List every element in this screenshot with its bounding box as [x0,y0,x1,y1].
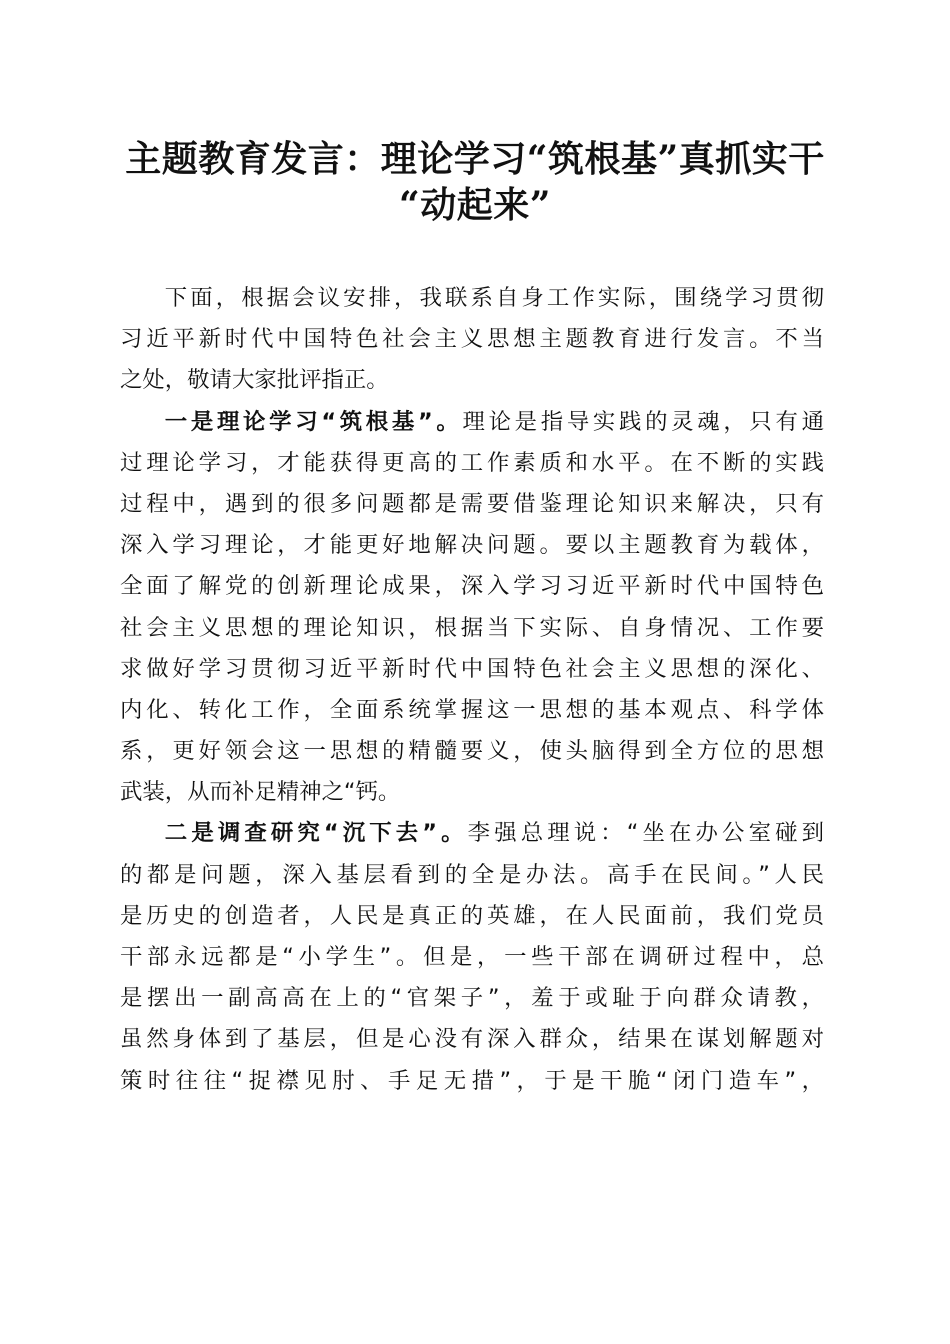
text-line: 干部永远都是“小学生”。但是，一些干部在调研过程中，总 [120,944,824,970]
text-line: 策时往往“捉襟见肘、手足无措”，于是干脆“闭门造车”， [120,1067,824,1094]
section-1-text: 理论是指导实践的灵魂，只有通 [462,408,824,435]
text-line: 虽然身体到了基层，但是心没有深入群众，结果在谋划解题对 [120,1026,824,1053]
text-line [120,813,824,854]
section-1-paragraph [120,402,824,814]
text-line: 武装，从而补足精神之“钙。 [120,779,401,806]
text-line: 的都是问题，深入基层看到的全是办法。高手在民间。”人民 [120,861,824,888]
section-2-text: 李强总理说：“坐在办公室碰到 [467,820,824,847]
text-line: 过程中，遇到的很多问题都是需要借鉴理论知识来解决，只有 [120,490,824,517]
section-1-heading: 一是理论学习“筑根基”。 [164,408,463,435]
text-line: 内化、转化工作，全面系统掌握这一思想的基本观点、科学体 [120,696,824,723]
text-line [120,402,824,443]
text-line: 社会主义思想的理论知识，根据当下实际、自身情况、工作要 [120,614,824,641]
text-line: 之处，敬请大家批评指正。 [120,367,389,394]
title-line-2: “动起来” [399,184,551,226]
text-line: 深入学习理论，才能更好地解决问题。要以主题教育为载体， [120,532,824,559]
text-line: 求做好学习贯彻习近平新时代中国特色社会主义思想的深化、 [120,655,824,682]
text-line: 全面了解党的创新理论成果，深入学习习近平新时代中国特色 [120,573,824,600]
text-line: 习近平新时代中国特色社会主义思想主题教育进行发言。不当 [120,326,824,353]
document-title [100,136,850,228]
section-2-heading: 二是调查研究“沉下去”。 [164,820,468,847]
text-line: 过理论学习，才能获得更高的工作素质和水平。在不断的实践 [120,449,824,476]
title-line-1: 主题教育发言：理论学习“筑根基”真抓实干 [125,138,825,180]
text-line: 系，更好领会这一思想的精髓要义，使头脑得到全方位的思想 [120,738,824,765]
text-line: 是历史的创造者，人民是真正的英雄，在人民面前，我们党员 [120,902,824,929]
text-line: 是摆出一副高高在上的“官架子”，羞于或耻于向群众请教， [120,985,824,1012]
document-body [120,278,824,1102]
text-line: 下面，根据会议安排，我联系自身工作实际，围绕学习贯彻 [164,285,824,311]
intro-paragraph [120,278,824,402]
section-2-paragraph [120,813,824,1101]
